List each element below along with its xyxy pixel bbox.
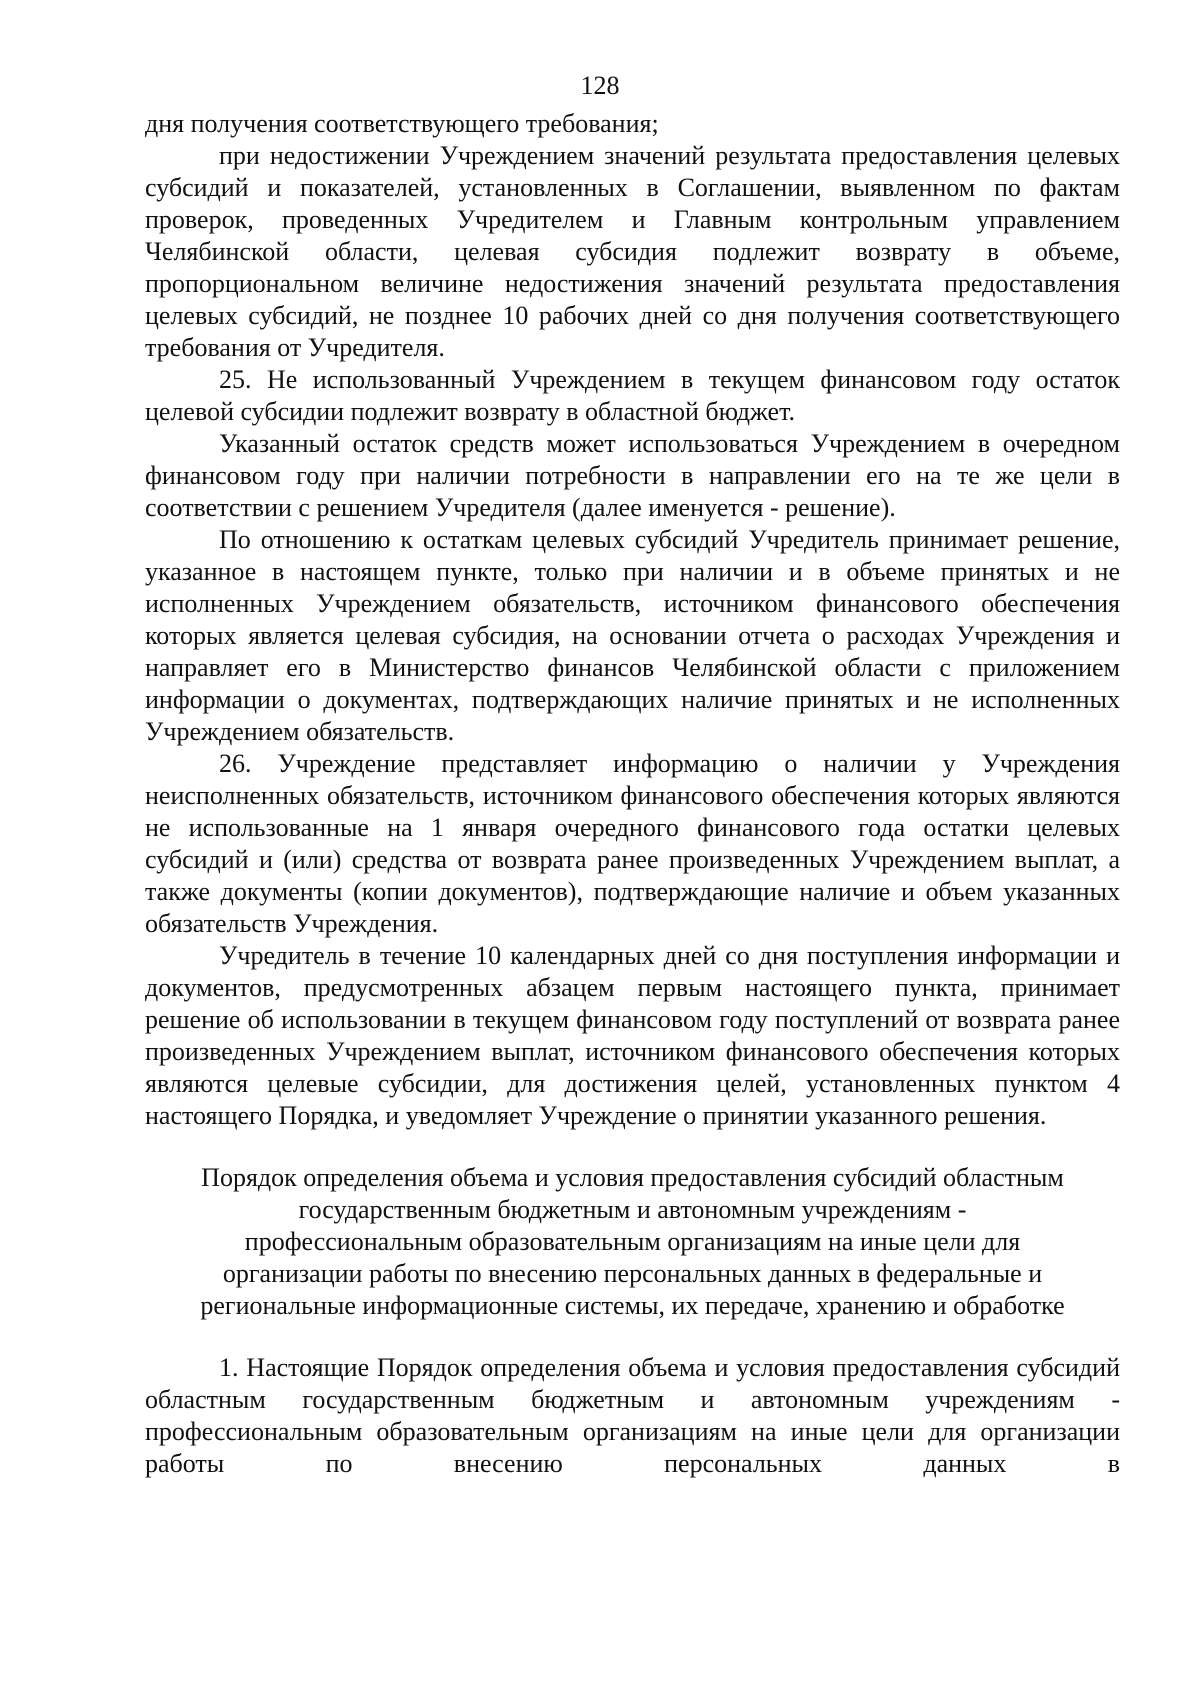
section-heading-line: Порядок определения объема и условия предоставления субсидий областным — [201, 1163, 1064, 1192]
paragraph-founder-decision: Учредитель в течение 10 календарных дней со дня поступления информации и документов, предусмотренных абзацем первым настоящего пункта, принимает решение об использовании в текущем финансовом году поступлений от возврата ранее произведенных Учреждением выплат, источником финансового обеспечения которых являются целевые субсидии, для достижения целей, установленных пунктом 4 настоящего Порядка, и уведомляет Учреждение о принятии указанного решения. — [145, 941, 1120, 1130]
page-number: 128 — [580, 71, 620, 100]
section-heading-line: профессиональным образовательным организациям на иные цели для — [244, 1227, 1021, 1256]
paragraph-remainder-decision: По отношению к остаткам целевых субсидий Учредитель принимает решение, указанное в настоящем пункте, только при наличии и в объеме принятых и не исполненных Учреждением обязательств, источником финансового обеспечения которых является целевая субсидия, на основании отчета о расходах Учреждения и направляет его в Министерство финансов Челябинской области с приложением информации о документах, подтверждающих наличие принятых и не исполненных Учреждением обязательств. — [145, 525, 1120, 746]
paragraph-non-achievement: при недостижении Учреждением значений результата предоставления целевых субсидий и показателей, установленных в Соглашении, выявленном по фактам проверок, проведенных Учредителем и Главным контрольным управлением Челябинской области, целевая субсидия подлежит возврату в объеме, пропорциональном величине недостижения значений результата предоставления целевых субсидий, не позднее 10 рабочих дней со дня получения соответствующего требования от Учредителя. — [145, 141, 1120, 362]
section-heading-line: региональные информационные системы, их передаче, хранению и обработке — [200, 1291, 1065, 1320]
paragraph-remainder-use: Указанный остаток средств может использоваться Учреждением в очередном финансовом году при наличии потребности в направлении его на те же цели в соответствии с решением Учредителя (далее именуется - решение). — [145, 429, 1120, 522]
section-heading-line: государственным бюджетным и автономным учреждениям - — [298, 1195, 967, 1224]
paragraph-item-1: 1. Настоящие Порядок определения объема и условия предоставления субсидий областным государственным бюджетным и автономным учреждениям - профессиональным образовательным организациям на иные цели для организации работы по внесению персональных данных в — [145, 1353, 1120, 1478]
section-heading — [145, 1162, 1120, 1322]
paragraph-continuation: дня получения соответствующего требования; — [145, 109, 659, 138]
document-body — [145, 108, 1120, 1480]
section-heading-line: организации работы по внесению персональных данных в федеральные и — [222, 1259, 1043, 1288]
paragraph-item-26: 26. Учреждение представляет информацию о наличии у Учреждения неисполненных обязательств, источником финансового обеспечения которых являются не использованные на 1 января очередного финансового года остатки целевых субсидий и (или) средства от возврата ранее произведенных Учреждением выплат, а также документы (копии документов), подтверждающие наличие и объем указанных обязательств Учреждения. — [145, 749, 1120, 938]
paragraph-item-25: 25. Не использованный Учреждением в текущем финансовом году остаток целевой субсидии подлежит возврату в областной бюджет. — [145, 365, 1120, 426]
